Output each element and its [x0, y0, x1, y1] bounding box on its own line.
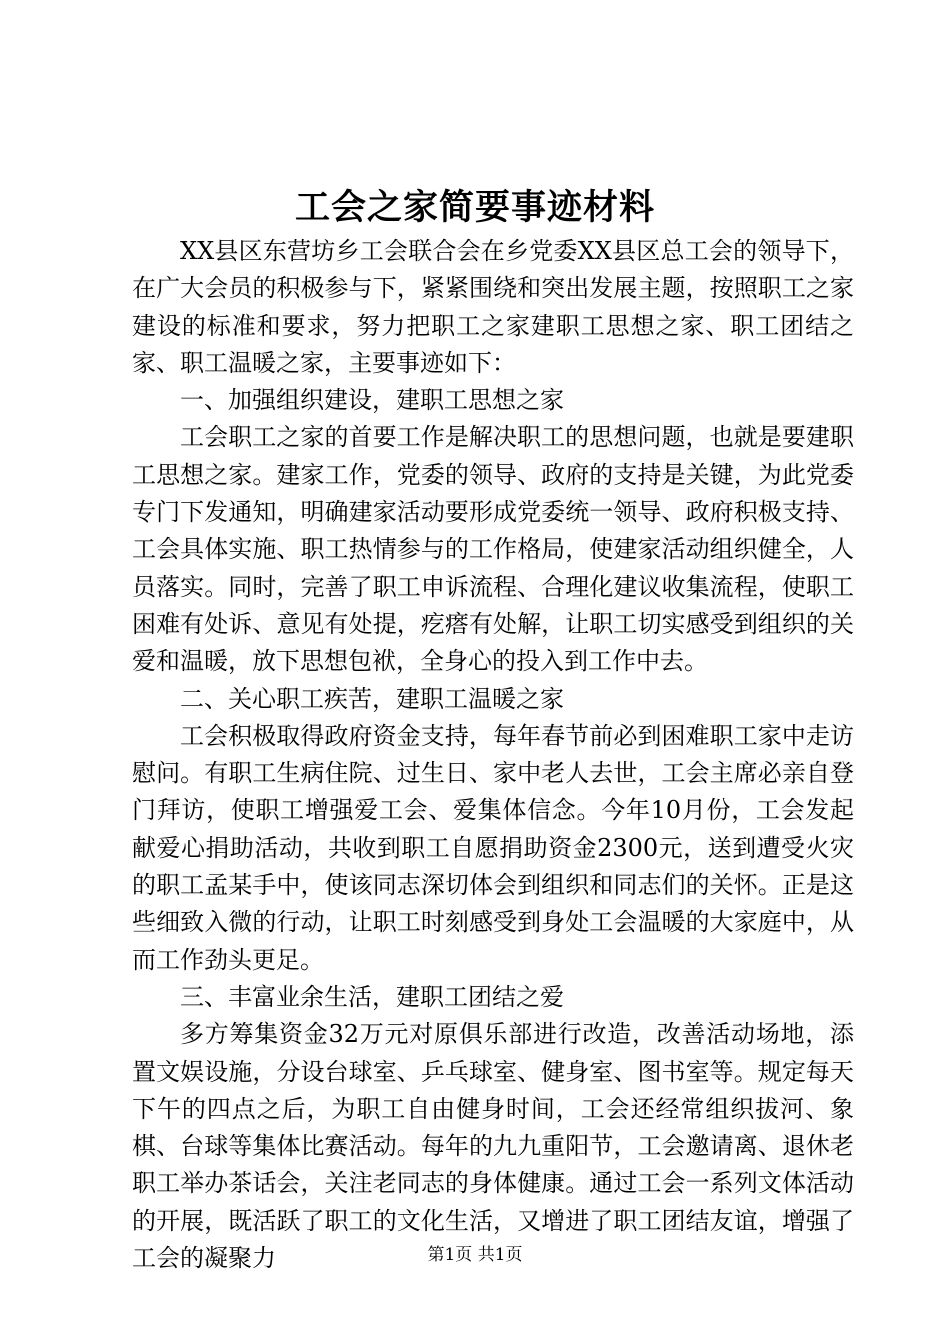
section-heading-1: 一、加强组织建设，建职工思想之家 — [180, 386, 564, 415]
document-title: 工会之家简要事迹材料 — [294, 187, 655, 228]
page-footer: 第1页 共1页 — [427, 1245, 523, 1265]
section-heading-3: 三、丰富业余生活，建职工团结之爱 — [180, 982, 564, 1011]
document-body — [132, 233, 854, 1277]
section-3-paragraph: 多方筹集资金32万元对原俱乐部进行改造，改善活动场地，添置文娱设施，分设台球室、乒乓球室、健身室、图书室等。规定每天下午的四点之后，为职工自由健身时间，工会还经常组织拔河、象棋、台球等集体比赛活动。每年的九九重阳节，工会邀请离、退休老职工举办茶话会，关注老同志的身体健康。通过工会一系列文体活动的开展，既活跃了职工的文化生活，又增进了职工团结友谊，增强了工会的凝聚力 — [132, 1020, 854, 1273]
intro-paragraph: XX县区东营坊乡工会联合会在乡党委XX县区总工会的领导下，在广大会员的积极参与下，紧紧围绕和突出发展主题，按照职工之家建设的标准和要求，努力把职工之家建职工思想之家、职工团结之家、职工温暖之家，主要事迹如下： — [132, 237, 854, 377]
section-heading-2: 二、关心职工疾苦，建职工温暖之家 — [180, 684, 564, 713]
section-2-paragraph: 工会积极取得政府资金支持，每年春节前必到困难职工家中走访慰问。有职工生病住院、过生日、家中老人去世，工会主席必亲自登门拜访，使职工增强爱工会、爱集体信念。今年10月份，工会发起献爱心捐助活动，共收到职工自愿捐助资金2300元，送到遭受火灾的职工孟某手中，使该同志深切体会到组织和同志们的关怀。正是这些细致入微的行动，让职工时刻感受到身处工会温暖的大家庭中，从而工作劲头更足。 — [132, 721, 854, 974]
section-1-paragraph: 工会职工之家的首要工作是解决职工的思想问题，也就是要建职工思想之家。建家工作，党委的领导、政府的支持是关键，为此党委专门下发通知，明确建家活动要形成党委统一领导、政府积极支持、工会具体实施、职工热情参与的工作格局，使建家活动组织健全，人员落实。同时，完善了职工申诉流程、合理化建议收集流程，使职工困难有处诉、意见有处提，疙瘩有处解，让职工切实感受到组织的关爱和温暖，放下思想包袱，全身心的投入到工作中去。 — [132, 423, 854, 676]
